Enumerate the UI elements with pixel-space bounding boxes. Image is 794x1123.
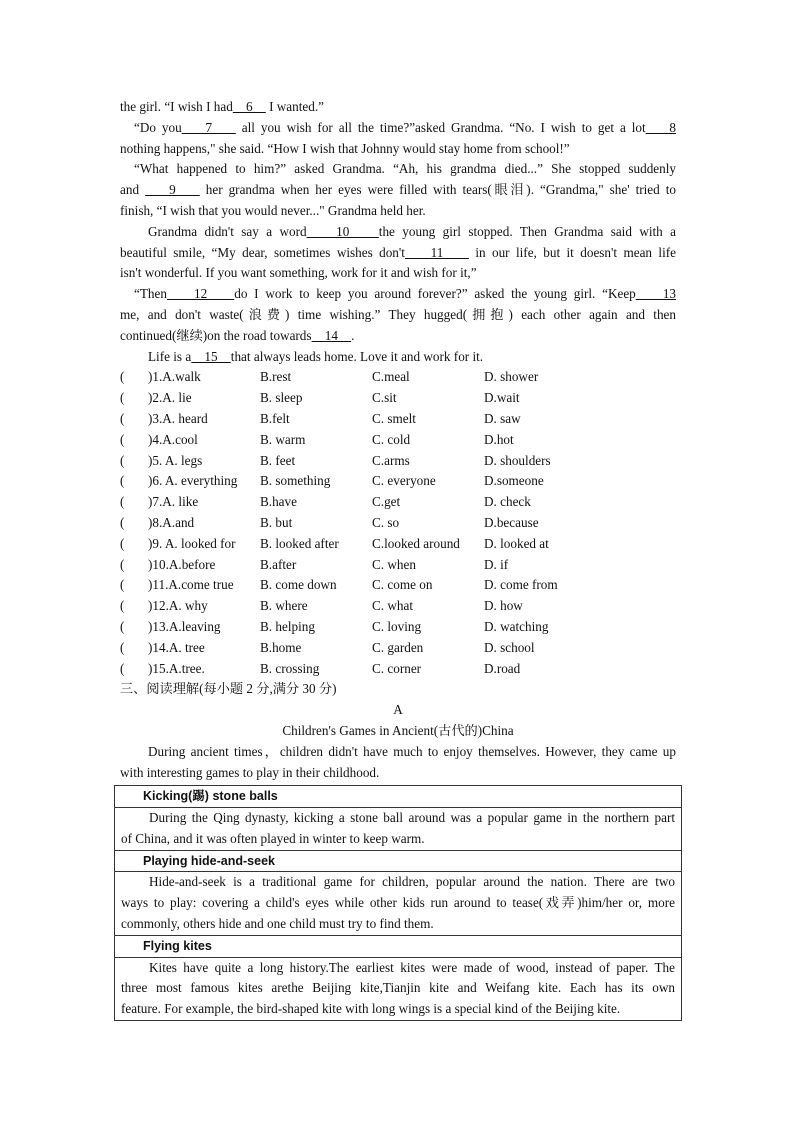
option-text: B. looked after (260, 535, 339, 551)
description-line: three most famous kites arethe Beijing kite,Tianjin kite and Weifang kite. Each has its own (121, 980, 675, 996)
passage-line: the girl. “I wish I had 6 I wanted.” (120, 99, 324, 114)
answer-paren: ( (120, 514, 125, 530)
option-text: B. where (260, 598, 308, 614)
cloze-passage (120, 97, 676, 367)
option-text: B. sleep (260, 390, 303, 406)
option-row (120, 513, 676, 534)
option-text: C. loving (372, 618, 422, 634)
option-text: C.get (372, 494, 401, 510)
answer-paren: ( (120, 494, 125, 510)
option-row (120, 596, 676, 617)
option-text: )8.A.and (148, 514, 195, 530)
passage-heading: Children's Games in Ancient(古代的)China (282, 722, 514, 738)
description-line: Kites have quite a long history.The earliest kites were made of wood, instead of paper. The (149, 959, 675, 975)
option-text: D. if (484, 556, 509, 572)
option-text: C. cold (372, 431, 411, 447)
description-line: of China, and it was often played in winter to keep warm. (121, 830, 425, 846)
option-text: C. so (372, 514, 400, 530)
description-line: feature. For example, the bird-shaped kite with long wings is a special kind of the Beijing kite. (121, 1001, 621, 1017)
option-text: )10.A.before (148, 556, 216, 572)
option-text: D. come from (484, 577, 558, 593)
blank-10: 10 (306, 223, 379, 239)
option-text: B. but (260, 514, 293, 530)
option-text: )7.A. like (148, 494, 199, 510)
passage-line: Life is a 15 that always leads home. Love it and work for it. (148, 348, 484, 364)
option-text: B.home (260, 639, 302, 655)
option-text: B. helping (260, 618, 315, 634)
option-text: D.hot (484, 431, 514, 447)
passage-line: me, and don't waste(浪费) time wishing.” They hugged(拥抱) each other again and then (120, 306, 676, 322)
option-text: B.felt (260, 410, 290, 426)
answer-paren: ( (120, 390, 125, 406)
option-text: D. check (484, 494, 531, 510)
game-description (115, 872, 682, 935)
section-title: 三、阅读理解(每小题 2 分,满分 30 分) (120, 681, 337, 697)
option-text: C. come on (372, 577, 433, 593)
option-text: D. saw (484, 410, 521, 426)
answer-paren: ( (120, 618, 125, 634)
option-row (120, 492, 676, 513)
blank-14: 14 (311, 327, 352, 343)
option-row (120, 430, 676, 451)
blank-6: 6 (232, 99, 266, 114)
passage-line: isn't wonderful. If you want something, work for it and wish for it,” (120, 265, 477, 281)
passage-line: “Do you 7 all you wish for all the time?”asked Grandma. “No. I wish to get a lot 8 (134, 119, 676, 135)
option-text: D.because (484, 514, 539, 530)
option-text: )1.A.walk (148, 369, 201, 385)
option-row (120, 534, 676, 555)
passage-letter: A (393, 702, 403, 718)
passage-line: “What happened to him?” asked Grandma. “Ah, his grandma died...” She stopped suddenly (134, 161, 676, 177)
option-text: D.wait (484, 390, 520, 406)
blank-13: 13 (635, 286, 677, 302)
passage-line: beautiful smile, “My dear, sometimes wishes don't 11 in our life, but it doesn't mean life (120, 244, 677, 260)
game-title: Playing hide-and-seek (115, 850, 682, 872)
blank-9: 9 (145, 182, 200, 198)
option-text: B.have (260, 494, 297, 510)
option-text: B. come down (260, 577, 337, 593)
option-text: )14.A. tree (148, 639, 205, 655)
blank-7: 7 (181, 119, 236, 135)
answer-paren: ( (120, 431, 125, 447)
option-row (120, 617, 676, 638)
option-text: )15.A.tree. (148, 660, 205, 676)
worksheet-page (120, 97, 676, 1021)
blank-15: 15 (191, 348, 231, 364)
games-table (114, 785, 682, 1021)
description-line: ways to play: covering a child's eyes while other kids run around to tease(戏弄)him/her or, more (121, 895, 675, 911)
option-text: D. watching (484, 618, 549, 634)
option-text: C. corner (372, 660, 422, 676)
option-text: B.after (260, 556, 297, 572)
option-text: B. crossing (260, 660, 320, 676)
option-text: D. shoulders (484, 452, 551, 468)
passage-line: nothing happens," she said. “How I wish that Johnny would stay home from school!” (120, 140, 570, 156)
option-text: C. what (372, 598, 414, 614)
description-line: commonly, others hide and one child must try to find them. (121, 916, 434, 932)
option-text: D. looked at (484, 535, 549, 551)
option-text: D. school (484, 639, 535, 655)
description-line: Hide-and-seek is a traditional game for children, popular around the nation. There are two (149, 874, 675, 890)
answer-paren: ( (120, 410, 125, 426)
option-text: C. everyone (372, 473, 436, 489)
answer-paren: ( (120, 452, 125, 468)
option-text: C. when (372, 556, 416, 572)
intro-line: with interesting games to play in their childhood. (120, 764, 380, 780)
option-text: B. feet (260, 452, 296, 468)
game-title: Kicking(踢) stone balls (115, 786, 682, 808)
option-text: C. garden (372, 639, 424, 655)
option-row (120, 638, 676, 659)
option-row (120, 659, 676, 680)
answer-paren: ( (120, 556, 125, 572)
intro-line: During ancient times，children didn't have much to enjoy themselves. However, they came up (148, 743, 676, 759)
option-row (120, 388, 676, 409)
blank-11: 11 (404, 244, 469, 260)
passage-line: finish, “I wish that you would never..." Grandma held her. (120, 202, 426, 218)
option-row (120, 409, 676, 430)
option-text: D.someone (484, 473, 544, 489)
option-row (120, 471, 676, 492)
answer-paren: ( (120, 598, 125, 614)
option-text: C.looked around (372, 535, 460, 551)
answer-paren: ( (120, 369, 125, 385)
option-text: B. warm (260, 431, 306, 447)
passage-line: continued(继续)on the road towards 14 . (120, 327, 355, 343)
option-row (120, 451, 676, 472)
answer-paren: ( (120, 473, 125, 489)
blank-8: 8 (645, 119, 676, 135)
game-title: Flying kites (115, 935, 682, 957)
option-text: )3.A. heard (148, 410, 208, 426)
option-text: B. something (260, 473, 331, 489)
blank-12: 12 (166, 286, 235, 302)
option-text: C.sit (372, 390, 397, 406)
option-text: )9. A. looked for (148, 535, 236, 551)
passage-line: Grandma didn't say a word 10 the young girl stopped. Then Grandma said with a (148, 223, 676, 239)
passage-line: and 9 her grandma when her eyes were filled with tears(眼泪). “Grandma," she' tried to (120, 182, 677, 198)
answer-paren: ( (120, 660, 125, 676)
game-description (115, 808, 682, 851)
option-text: D. how (484, 598, 523, 614)
option-row (120, 555, 676, 576)
option-text: )2.A. lie (148, 390, 192, 406)
option-text: C.meal (372, 369, 410, 385)
option-text: D.road (484, 660, 521, 676)
option-text: C.arms (372, 452, 410, 468)
option-text: )13.A.leaving (148, 618, 221, 634)
option-text: D. shower (484, 369, 539, 385)
answer-paren: ( (120, 639, 125, 655)
option-text: )5. A. legs (148, 452, 203, 468)
answer-options (120, 367, 676, 679)
option-row (120, 367, 676, 388)
option-text: )6. A. everything (148, 473, 238, 489)
option-text: )4.A.cool (148, 431, 198, 447)
option-text: )11.A.come true (148, 577, 234, 593)
game-description (115, 957, 682, 1020)
option-row (120, 575, 676, 596)
passage-line: “Then 12 do I work to keep you around forever?” asked the young girl. “Keep 13 (134, 286, 677, 302)
answer-paren: ( (120, 535, 125, 551)
option-text: )12.A. why (148, 598, 208, 614)
option-text: C. smelt (372, 410, 416, 426)
answer-paren: ( (120, 577, 125, 593)
description-line: During the Qing dynasty, kicking a stone ball around was a popular game in the northern part (149, 810, 675, 826)
option-text: B.rest (260, 369, 292, 385)
